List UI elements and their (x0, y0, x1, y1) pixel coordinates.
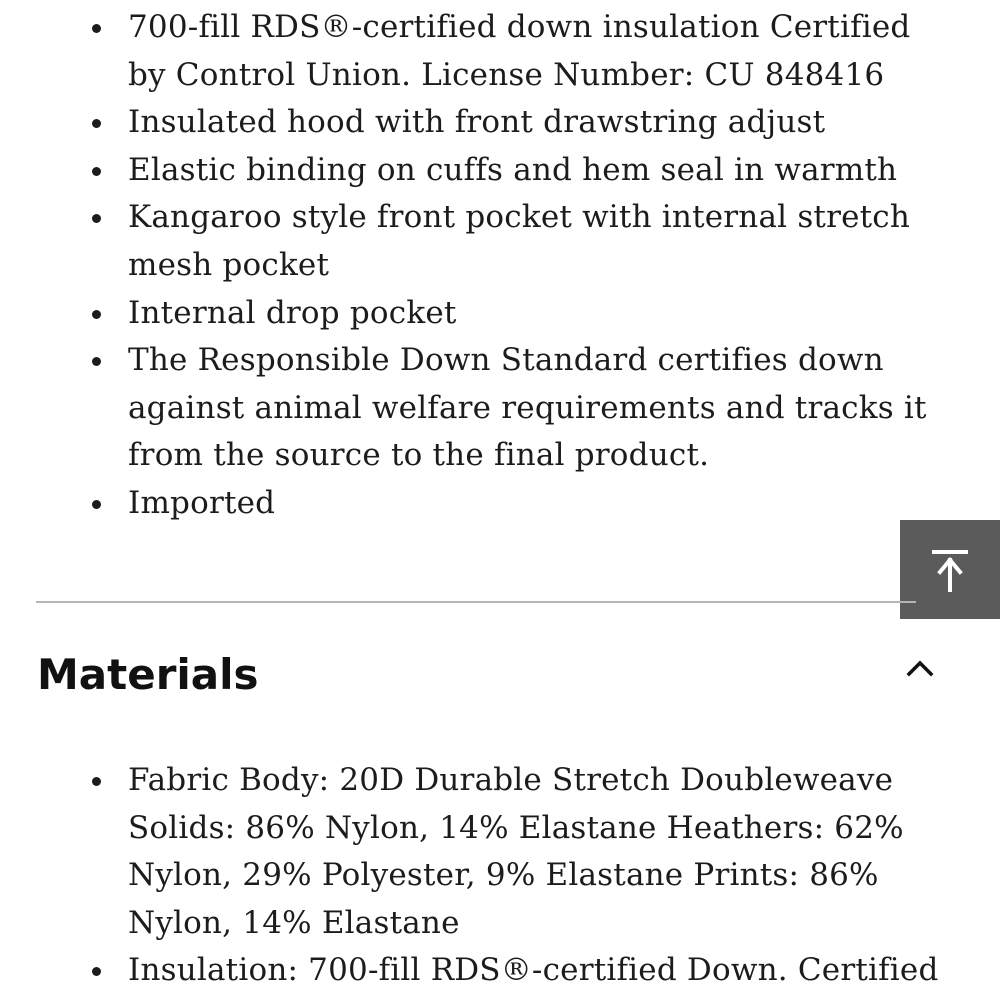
list-item (0, 4, 1000, 99)
list-item-line: mesh pocket (128, 246, 330, 283)
list-item (0, 337, 1000, 480)
collapse-toggle-button[interactable] (898, 648, 942, 688)
list-item-line: Solids: 86% Nylon, 14% Elastane Heathers: 62% (128, 809, 904, 846)
section-divider (36, 601, 916, 603)
section-title: Materials (37, 650, 259, 699)
list-item (0, 290, 1000, 338)
list-item-line: by Control Union. License Number: CU 848416 (128, 56, 885, 93)
list-item (0, 947, 1000, 995)
list-item-line: Kangaroo style front pocket with internal stretch (128, 199, 911, 236)
list-item-line: from the source to the final product. (128, 437, 710, 474)
list-item-line: Internal drop pocket (128, 294, 457, 331)
materials-list (0, 757, 1000, 995)
list-item-line: The Responsible Down Standard certifies down (128, 342, 884, 379)
list-item-line: Insulation: 700-fill RDS®-certified Down. Certified (128, 952, 939, 989)
list-item-line: 700-fill RDS®-certified down insulation Certified (128, 9, 911, 45)
list-item (0, 99, 1000, 147)
list-item-line: Nylon, 14% Elastane (128, 904, 460, 941)
arrow-up-to-line-icon (930, 548, 970, 592)
list-item-line: Insulated hood with front drawstring adjust (128, 104, 826, 141)
list-item (0, 194, 1000, 289)
list-item (0, 480, 1000, 528)
list-item-line: Elastic binding on cuffs and hem seal in warmth (128, 151, 898, 188)
list-item (0, 147, 1000, 195)
features-list (0, 4, 1000, 528)
list-item-line: Fabric Body: 20D Durable Stretch Doubleweave (128, 762, 894, 798)
back-to-top-button[interactable] (900, 520, 1000, 619)
list-item-line: Nylon, 29% Polyester, 9% Elastane Prints: 86% (128, 857, 879, 894)
list-item (0, 757, 1000, 947)
list-item-line: Imported (128, 484, 276, 521)
chevron-up-icon (905, 658, 935, 678)
list-item-line: against animal welfare requirements and tracks it (128, 389, 927, 426)
